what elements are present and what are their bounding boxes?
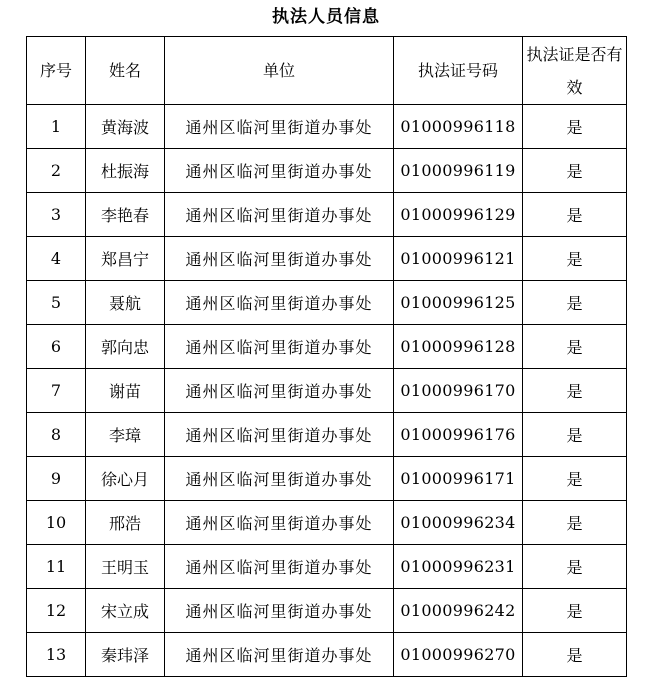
- cell-valid: 是: [523, 325, 627, 369]
- cell-unit: 通州区临河里街道办事处: [165, 149, 394, 193]
- page-title: 执法人员信息: [272, 7, 380, 27]
- cell-unit: 通州区临河里街道办事处: [165, 589, 394, 633]
- table-row: [27, 193, 627, 237]
- cell-cert-no: 01000996176: [394, 413, 523, 457]
- cell-valid: 是: [523, 413, 627, 457]
- cell-seq: 9: [27, 457, 86, 501]
- cell-valid: 是: [523, 149, 627, 193]
- cell-seq: 1: [27, 105, 86, 149]
- cell-cert-no: 01000996270: [394, 633, 523, 677]
- cell-valid: 是: [523, 281, 627, 325]
- cell-seq: 5: [27, 281, 86, 325]
- cell-name: 李璋: [86, 413, 165, 457]
- cell-unit: 通州区临河里街道办事处: [165, 457, 394, 501]
- cell-valid: 是: [523, 589, 627, 633]
- table-row: [27, 545, 627, 589]
- table-row: [27, 105, 627, 149]
- cell-valid: 是: [523, 369, 627, 413]
- cell-valid: 是: [523, 105, 627, 149]
- cell-unit: 通州区临河里街道办事处: [165, 105, 394, 149]
- cell-cert-no: 01000996119: [394, 149, 523, 193]
- cell-cert-no: 01000996231: [394, 545, 523, 589]
- cell-name: 杜振海: [86, 149, 165, 193]
- cell-name: 邢浩: [86, 501, 165, 545]
- header-valid: 执法证是否有效: [523, 37, 627, 105]
- cell-name: 李艳春: [86, 193, 165, 237]
- cell-cert-no: 01000996171: [394, 457, 523, 501]
- cell-unit: 通州区临河里街道办事处: [165, 281, 394, 325]
- cell-seq: 4: [27, 237, 86, 281]
- cell-valid: 是: [523, 237, 627, 281]
- cell-seq: 8: [27, 413, 86, 457]
- table-row: [27, 237, 627, 281]
- header-seq: 序号: [27, 37, 86, 105]
- table-row: [27, 281, 627, 325]
- cell-name: 王明玉: [86, 545, 165, 589]
- cell-seq: 6: [27, 325, 86, 369]
- table-row: [27, 369, 627, 413]
- cell-cert-no: 01000996170: [394, 369, 523, 413]
- cell-seq: 12: [27, 589, 86, 633]
- table-row: [27, 325, 627, 369]
- table-row: [27, 457, 627, 501]
- cell-valid: 是: [523, 193, 627, 237]
- cell-valid: 是: [523, 545, 627, 589]
- header-unit: 单位: [165, 37, 394, 105]
- cell-unit: 通州区临河里街道办事处: [165, 633, 394, 677]
- cell-cert-no: 01000996125: [394, 281, 523, 325]
- cell-seq: 11: [27, 545, 86, 589]
- cell-name: 徐心月: [86, 457, 165, 501]
- cell-seq: 3: [27, 193, 86, 237]
- cell-valid: 是: [523, 633, 627, 677]
- cell-cert-no: 01000996118: [394, 105, 523, 149]
- cell-cert-no: 01000996242: [394, 589, 523, 633]
- cell-cert-no: 01000996121: [394, 237, 523, 281]
- header-cert-no: 执法证号码: [394, 37, 523, 105]
- cell-name: 谢苗: [86, 369, 165, 413]
- cell-seq: 13: [27, 633, 86, 677]
- cell-unit: 通州区临河里街道办事处: [165, 413, 394, 457]
- table-row: [27, 589, 627, 633]
- table-row: [27, 633, 627, 677]
- header-name: 姓名: [86, 37, 165, 105]
- cell-unit: 通州区临河里街道办事处: [165, 237, 394, 281]
- personnel-table: [26, 36, 627, 677]
- cell-unit: 通州区临河里街道办事处: [165, 369, 394, 413]
- cell-name: 郭向忠: [86, 325, 165, 369]
- cell-name: 郑昌宁: [86, 237, 165, 281]
- table-row: [27, 149, 627, 193]
- cell-seq: 10: [27, 501, 86, 545]
- cell-cert-no: 01000996234: [394, 501, 523, 545]
- cell-valid: 是: [523, 501, 627, 545]
- cell-unit: 通州区临河里街道办事处: [165, 501, 394, 545]
- cell-name: 秦玮泽: [86, 633, 165, 677]
- cell-seq: 2: [27, 149, 86, 193]
- cell-name: 宋立成: [86, 589, 165, 633]
- cell-name: 黄海波: [86, 105, 165, 149]
- cell-unit: 通州区临河里街道办事处: [165, 325, 394, 369]
- table-header-row: [27, 37, 627, 105]
- cell-unit: 通州区临河里街道办事处: [165, 545, 394, 589]
- cell-cert-no: 01000996129: [394, 193, 523, 237]
- cell-unit: 通州区临河里街道办事处: [165, 193, 394, 237]
- table-row: [27, 501, 627, 545]
- cell-name: 聂航: [86, 281, 165, 325]
- cell-cert-no: 01000996128: [394, 325, 523, 369]
- table-row: [27, 413, 627, 457]
- cell-seq: 7: [27, 369, 86, 413]
- cell-valid: 是: [523, 457, 627, 501]
